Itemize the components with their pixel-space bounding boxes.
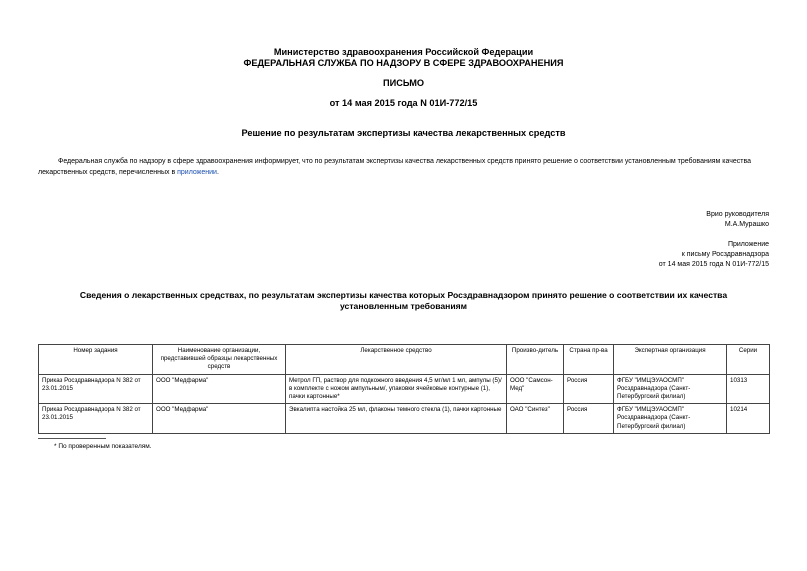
appendix-line-1: Приложение	[727, 241, 769, 248]
cell-country: Россия	[564, 374, 614, 404]
signature-position: Врио руководителя	[706, 211, 769, 218]
appendix-line-3: от 14 мая 2015 года N 01И-772/15	[658, 261, 769, 268]
intro-paragraph	[38, 157, 770, 178]
cell-expert-org: ФГБУ "ИМЦЭУАОСМП" Росздравнадзора (Санкт-Петербургский филиал)	[614, 404, 727, 434]
cell-expert-org: ФГБУ "ИМЦЭУАОСМП" Росздравнадзора (Санкт-Петербургский филиал)	[614, 374, 727, 404]
header-country: Страна пр-ва	[564, 345, 614, 375]
appendix-line-2: к письму Росздравнадзора	[681, 251, 769, 258]
table-header-row	[39, 345, 770, 375]
cell-drug: Эвкалипта настойка 25 мл, флаконы темного стекла (1), пачки картонные	[286, 404, 507, 434]
cell-drug: Метрол ГП, раствор для подкожного введения 4,5 мг/мл 1 мл, ампулы (5)/в комплекте с ножом ампульным/, упаковки ячейковые контурные (1), пачки картонные*	[286, 374, 507, 404]
header-expert-org: Экспертная организация	[614, 345, 727, 375]
intro-text: Федеральная служба по надзору в сфере здравоохранения информирует, что по результатам экспертизы качества лекарственных средств принято решение о соответствии установленным требованиям качества лекарственных средств, перечисленных в	[38, 158, 752, 176]
table-row	[39, 404, 770, 434]
intro-end: .	[216, 168, 219, 176]
cell-series: 10313	[727, 374, 770, 404]
drugs-table	[38, 344, 770, 434]
cell-organization: ООО "Медфарма"	[153, 404, 286, 434]
footnote: * По проверенным показателям.	[54, 443, 152, 450]
document-subject: Решение по результатам экспертизы качества лекарственных средств	[241, 128, 566, 138]
appendix-link[interactable]: приложении	[177, 168, 217, 176]
cell-organization: ООО "Медфарма"	[153, 374, 286, 404]
cell-manufacturer: ООО "Самсон-Мед"	[507, 374, 564, 404]
table-row	[39, 374, 770, 404]
footnote-divider	[38, 438, 106, 439]
document-date-number: от 14 мая 2015 года N 01И-772/15	[329, 98, 478, 108]
service-name: ФЕДЕРАЛЬНАЯ СЛУЖБА ПО НАДЗОРУ В СФЕРЕ ЗДРАВООХРАНЕНИЯ	[243, 58, 564, 68]
cell-manufacturer: ОАО "Синтез"	[507, 404, 564, 434]
cell-task: Приказ Росздравнадзора N 382 от 23.01.2015	[39, 404, 153, 434]
ministry-name: Министерство здравоохранения Российской Федерации	[273, 47, 534, 57]
header-manufacturer: Произво-дитель	[507, 345, 564, 375]
section-title: Сведения о лекарственных средствах, по результатам экспертизы качества которых Росздравнадзором принято решение о соответствии их качества установленным требованиям	[79, 290, 728, 311]
header-drug: Лекарственное средство	[286, 345, 507, 375]
cell-country: Россия	[564, 404, 614, 434]
signature-name: М.А.Мурашко	[724, 221, 769, 228]
header-organization: Наименование организации, представившей образцы лекарственных средств	[153, 345, 286, 375]
cell-task: Приказ Росздравнадзора N 382 от 23.01.2015	[39, 374, 153, 404]
cell-series: 10214	[727, 404, 770, 434]
document-type: ПИСЬМО	[382, 78, 425, 88]
header-series: Серии	[727, 345, 770, 375]
header-task-number: Номер задания	[39, 345, 153, 375]
